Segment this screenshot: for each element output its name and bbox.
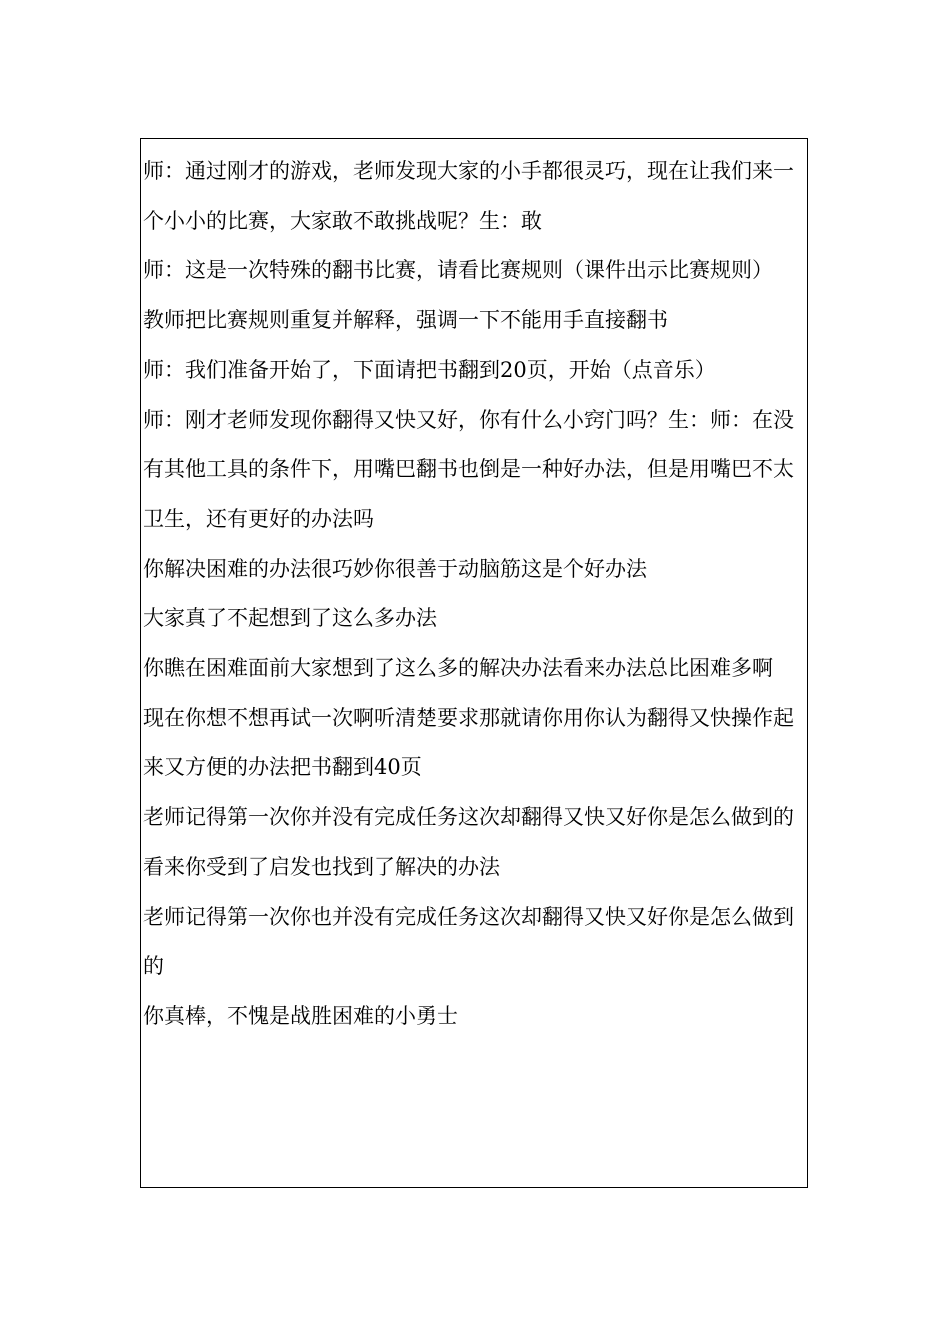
paragraph-10: 老师记得第一次你并没有完成任务这次却翻得又快又好你是怎么做到的	[143, 805, 794, 830]
document-frame	[140, 138, 808, 1188]
paragraph-5: 师：刚才老师发现你翻得又快又好，你有什么小窍门吗？生：师：在没有其他工具的条件下，用嘴巴翻书也倒是一种好办法，但是用嘴巴不太卫生，还有更好的办法吗	[143, 407, 794, 531]
paragraph-8: 你瞧在困难面前大家想到了这么多的解决办法看来办法总比困难多啊	[143, 656, 773, 681]
paragraph-11: 看来你受到了启发也找到了解决的办法	[143, 854, 500, 879]
paragraph-3: 教师把比赛规则重复并解释，强调一下不能用手直接翻书	[143, 308, 668, 333]
paragraph-2: 师：这是一次特殊的翻书比赛，请看比赛规则（课件出示比赛规则）	[143, 258, 773, 283]
paragraph-13: 你真棒，不愧是战胜困难的小勇士	[143, 1003, 458, 1028]
paragraph-12: 老师记得第一次你也并没有完成任务这次却翻得又快又好你是怎么做到的	[143, 904, 794, 979]
paragraph-7: 大家真了不起想到了这么多办法	[143, 606, 437, 631]
paragraph-4: 师：我们准备开始了，下面请把书翻到20页，开始（点音乐）	[143, 357, 716, 382]
paragraph-1: 师：通过刚才的游戏，老师发现大家的小手都很灵巧，现在让我们来一个小小的比赛，大家敢不敢挑战呢？生：敢	[143, 159, 794, 233]
paragraph-6: 你解决困难的办法很巧妙你很善于动脑筋这是个好办法	[143, 556, 647, 581]
paragraph-9: 现在你想不想再试一次啊听清楚要求那就请你用你认为翻得又快操作起来又方便的办法把书翻到40页	[143, 705, 794, 780]
